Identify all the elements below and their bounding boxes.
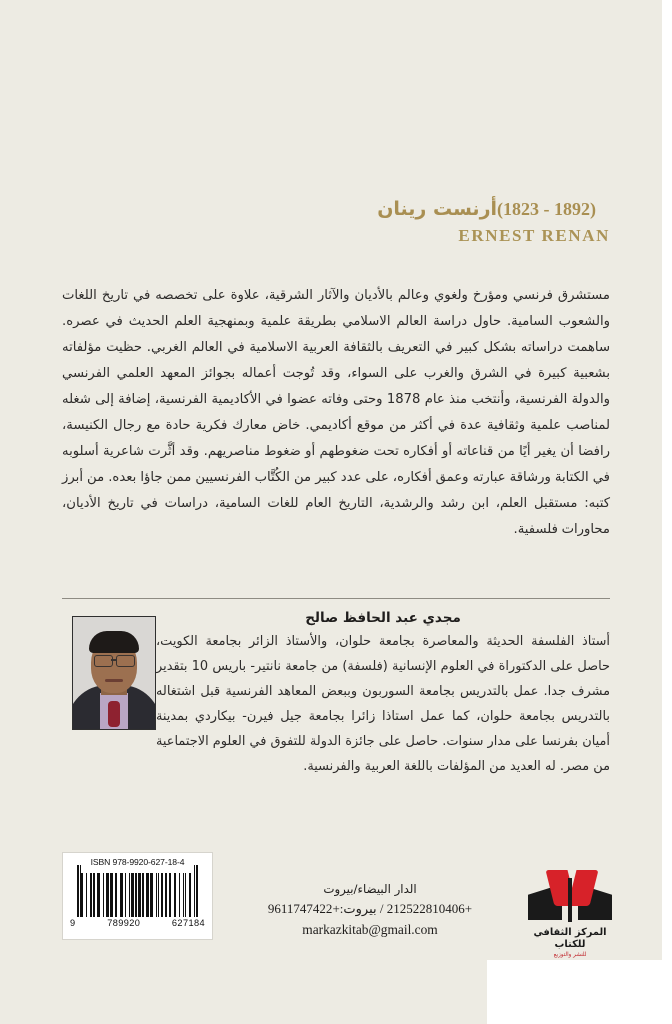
open-book-icon [524, 868, 616, 926]
page-edge-notch [487, 960, 672, 1024]
barcode-digit-left: 9 [70, 918, 76, 928]
author-portrait-photo [72, 616, 156, 730]
section-divider [62, 598, 610, 599]
isbn-barcode [62, 852, 213, 940]
barcode-digits [69, 917, 206, 928]
title-years: (1823 - 1892) [497, 199, 596, 219]
book-description: مستشرق فرنسي ومؤرخ ولغوي وعالم بالأديان والآثار الشرقية، علاوة على تخصصه في تاريخ اللغات والشعوب السامية. حاول دراسة العالم الاسلامي بطريقة علمية وبمنهجية العلم الحديث في عصره. ساهمت دراساته بشكل كبير في التعريف بالثقافة العربية الاسلامية في العالم الغربي. حظيت مؤلفاته بشعبية كبيرة في الشرق والغرب على السواء، وقد تُوجت أعماله بجوائز المعهد العلمي الفرنسي والدولة الفرنسية، وأنتخب منذ عام 1878 وحتى وفاته عضوا في الأكاديمية الفرنسية، إضافة إلى شغله لمناصب علمية وثقافية عدة في أكثر من موقع أكاديمي. خاض معارك فكرية حادة مع رجال الكنيسة، رافضا أن يغير أيًا من قناعاته أو أفكاره تحت ضغوطهم أو ضغوط مناصريهم. وقد أثَّرت شاعرية أسلوبه في الكتابة ورشاقة عبارته وعمق أفكاره، على عدد كبير من الكُتَّاب الفرنسيين ممن جاؤا بعده. من أبرز كتبه: مستقبل العلم، ابن رشد والرشدية، التاريخ العام للغات السامية، دراسات في تاريخ الأديان، محاورات فلسفية. [62, 288, 611, 537]
author-name: مجدي عبد الحافظ صالح [305, 610, 461, 626]
title-arabic-name: أرنست رينان [377, 198, 498, 220]
barcode-bars [71, 869, 204, 917]
isbn-label: ISBN 978-9920-627-18-4 [90, 857, 185, 867]
author-section [62, 610, 610, 779]
publisher-phones: +212522810406 / بيروت:+9611747422 [267, 901, 473, 916]
barcode-digit-group-1: 789920 [107, 918, 141, 928]
title-block [377, 198, 610, 246]
publisher-logo-subtitle: للنشر والتوزيع [553, 952, 587, 958]
publisher-logo-name: المركز الثقافي للكتاب [533, 927, 607, 950]
barcode-digit-group-2: 627184 [171, 918, 205, 928]
publisher-cities: الدار البيضاء/بيروت [323, 882, 417, 896]
page-right-edge [662, 0, 672, 1024]
publisher-contact [230, 880, 510, 940]
publisher-email[interactable]: markazkitab@gmail.com [302, 922, 438, 937]
publisher-logo [524, 868, 616, 958]
title-latin-name: ERNEST RENAN [458, 225, 610, 245]
title-line [377, 198, 610, 222]
author-biography: أستاذ الفلسفة الحديثة والمعاصرة بجامعة حلوان، والأستاذ الزائر بجامعة الكويت، حاصل على الدكتوراة في العلوم الإنسانية (فلسفة) من جامعة نانتير- باريس 10 بتقدير مشرف جدا. عمل بالتدريس بجامعة السوربون وببعض المعاهد الفرنسية قبل اشتغاله بالتدريس بجامعة حلوان، كما عمل استاذا زائرا بجامعة جيل فيرن- بيكاردي بمدينة أميان بفرنسا على مدار سنوات. حاصل على جائزة الدولة للتفوق في العلوم الاجتماعية من مصر. له العديد من المؤلفات باللغة العربية والفرنسية. [156, 634, 610, 774]
